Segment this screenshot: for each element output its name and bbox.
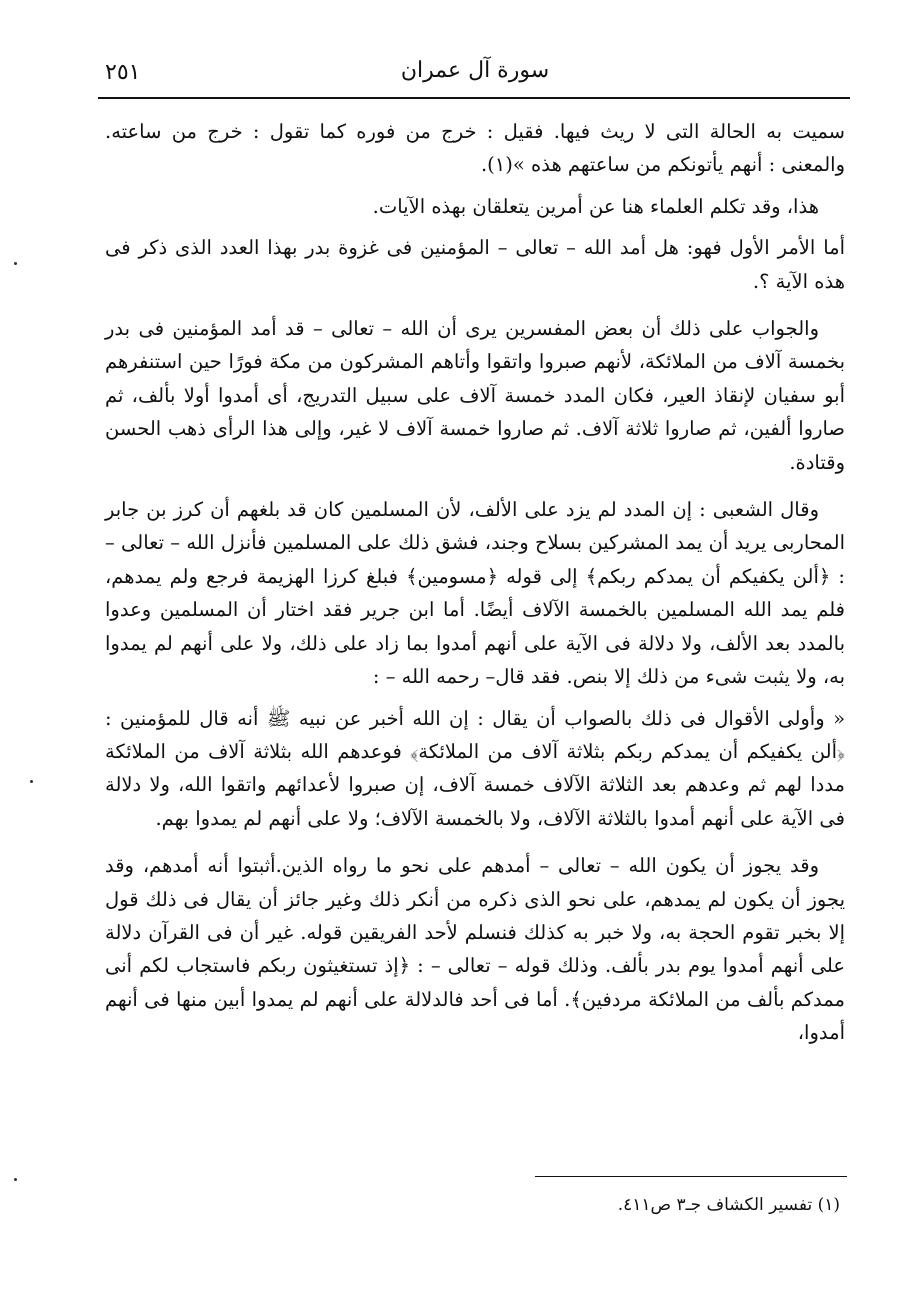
surah-title: سورة آل عمران	[400, 58, 550, 83]
paragraph-4: والجواب على ذلك أن بعض المفسرين يرى أن الله – تعالى – قد أمد المؤمنين فى بدر بخمسة آلاف من الملائكة، لأنهم صبروا واتقوا وأتاهم المشركون من مكة فورًا حين استنفرهم أبو سفيان لإنقاذ العير، فكان المدد خمسة آلاف على سبيل التدريج، أى أمدوا أولا بألف، ثم صاروا ألفين، ثم صاروا ثلاثة آلاف. ثم صاروا خمسة آلاف لا غير، وإلى هذا الرأى ذهب الحسن وقتادة.	[105, 317, 845, 474]
scan-speck	[30, 780, 33, 783]
paragraph-1: سميت به الحالة التى لا ريث فيها. فقيل : خرج من فوره كما تقول : خرج من ساعته. والمعنى : أنهم يأتونكم من ساعتهم هذه »(١).	[105, 120, 845, 177]
page-body	[105, 115, 845, 1064]
page-header	[95, 58, 855, 94]
scan-speck	[14, 1178, 17, 1181]
page-number: ٢٥١	[105, 60, 141, 85]
paragraph-3: أما الأمر الأول فهو: هل أمد الله – تعالى – المؤمنين فى غزوة بدر بهذا العدد الذى ذكر فى هذه الآية ؟.	[105, 236, 845, 293]
paragraph-6: « وأولى الأقوال فى ذلك بالصواب أن يقال : إن الله أخبر عن نبيه ﷺ أنه قال للمؤمنين : ﴿ألن يكفيكم أن يمدكم ربكم بثلاثة آلاف من الملائكة﴾ فوعدهم الله بثلاثة آلاف من الملائكة مددا لهم ثم وعدهم بعد الثلاثة الآلاف خمسة آلاف، إن صبروا لأعدائهم واتقوا الله، ولا دلالة فى الآية على أنهم أمدوا بالثلاثة الآلاف، ولا بالخمسة الآلاف؛ ولا على أنهم لم يمدوا بهم.	[105, 706, 845, 830]
footnote-rule	[535, 1176, 847, 1177]
scan-speck	[14, 262, 17, 265]
paragraph-5: وقال الشعبى : إن المدد لم يزد على الألف، لأن المسلمين كان قد بلغهم أن كرز بن جابر المحاربى يريد أن يمد المشركين بسلاح وجند، فشق ذلك على المسلمين فأنزل الله – تعالى – : ﴿ألن يكفيكم أن يمدكم ربكم﴾ إلى قوله ﴿مسومين﴾ فبلغ كرزا الهزيمة فرجع ولم يمدهم، فلم يمد الله المسلمين بالخمسة الآلاف أيضًا. أما ابن جرير فقد اختار أن المسلمين وعدوا بالمدد بعد الألف، ولا دلالة فى الآية على أنهم أمدوا بما زاد على ذلك، ولا على أنهم لم يمدوا به، ولا يثبت شىء من ذلك إلا بنص. فقد قال– رحمه الله – :	[105, 498, 845, 689]
footnote: (١) تفسير الكشاف جـ٣ ص٤١١.	[617, 1195, 840, 1215]
paragraph-2: هذا، وقد تكلم العلماء هنا عن أمرين يتعلقان بهذه الآيات.	[372, 194, 819, 218]
paragraph-7: وقد يجوز أن يكون الله – تعالى – أمدهم على نحو ما رواه الذين.أثبتوا أنه أمدهم، وقد يجوز أن يكون لم يمدهم، على نحو الذى ذكره من أنكر ذلك وغير جائز أن يقال فى ذلك قول إلا بخبر تقوم الحجة به، ولا خبر به كذلك فنسلم لأحد الفريقين قوله. غير أن فى القرآن دلالة على أنهم أمدوا يوم بدر بألف. وذلك قوله – تعالى – : ﴿إذ تستغيثون ربكم فاستجاب لكم أنى ممدكم بألف من الملائكة مردفين﴾. أما فى أحد فالدلالة على أنهم لم يمدوا أبين منها فى أنهم أمدوا،	[105, 854, 845, 1045]
header-rule	[98, 97, 850, 99]
